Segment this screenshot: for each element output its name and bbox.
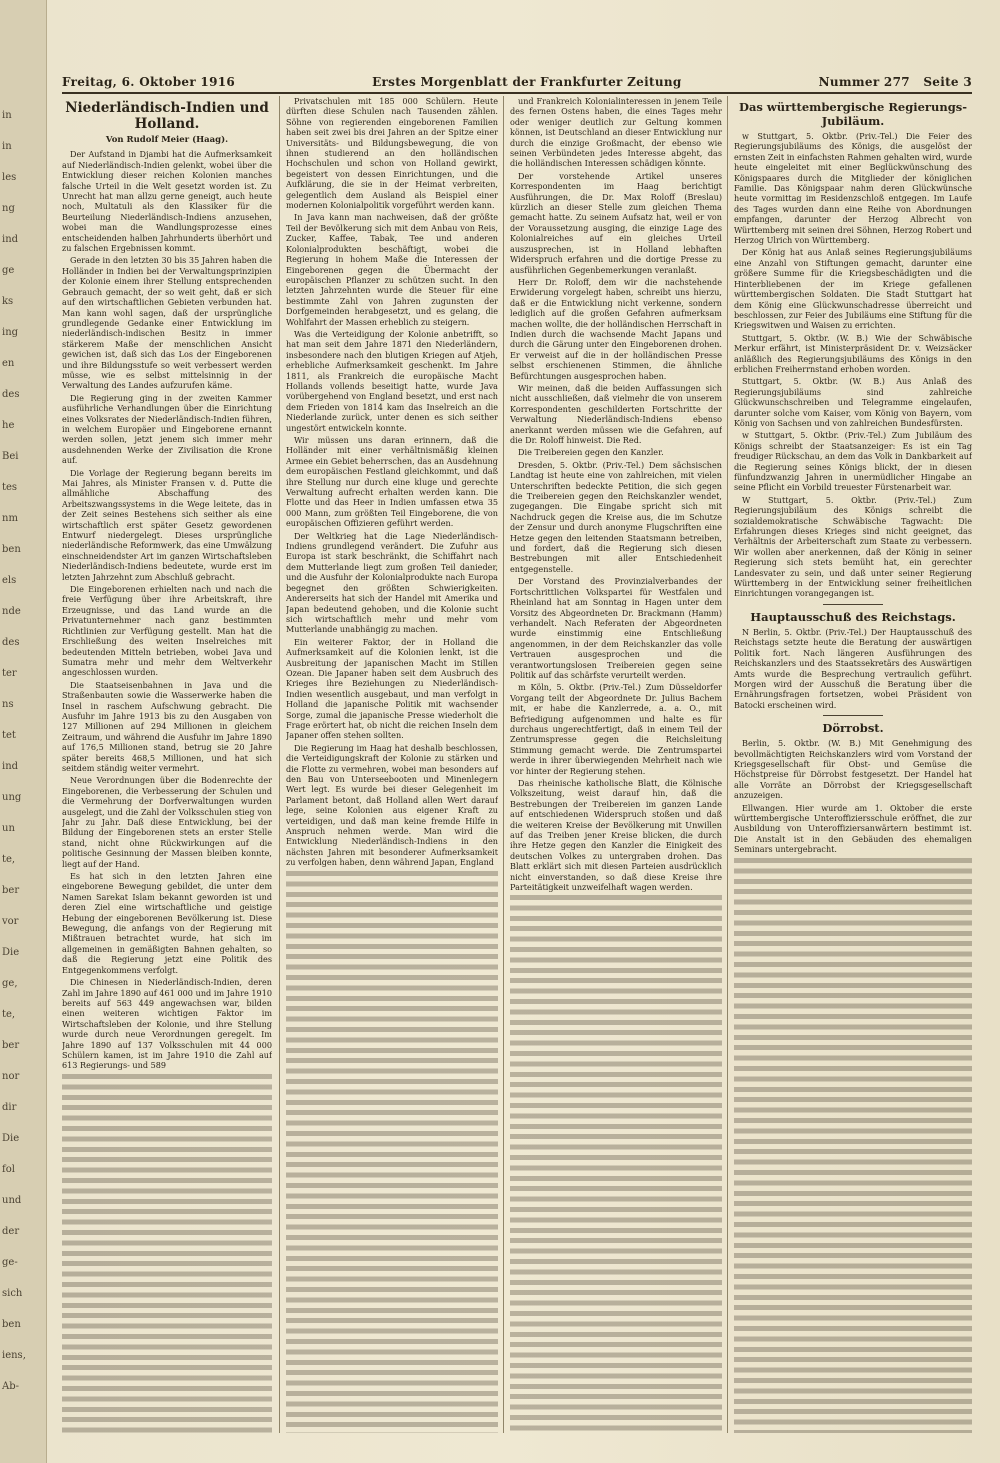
column-4 — [734, 96, 972, 1433]
edge-text-fragment: Ab- — [2, 1381, 20, 1392]
paragraph: Die Staatseisenbahnen in Java und die Straßenbauten sowie die Wasserwerke haben die Insel in raschem Aufschwung gebracht. Die Ausfuhr im Jahre 1913 bis zu den Ausgaben von 127 Millionen auf 294 Millionen in gleichem Zeitraum, und während die Ausfuhr im Jahre 1890 auf 176,5 Millionen stand, betrug sie 20 Jahre später bereits 468,5 Millionen, und hat sich seitdem ständig weiter vermehrt. — [62, 679, 272, 773]
edge-text-fragment: sich — [2, 1288, 23, 1299]
edge-text-fragment: ber — [2, 1040, 20, 1051]
edge-text-fragment: fol — [2, 1164, 15, 1175]
continued-text — [286, 871, 498, 1433]
section-divider — [823, 715, 883, 716]
article-body — [286, 96, 498, 868]
paragraph: Dresden, 5. Oktbr. (Priv.-Tel.) Dem sächsischen Landtag ist heute eine von zahlreichen, mit vielen Unterschriften bedeckte Petition, die sich gegen die Treibereien gegen den Reichskanzler wendet, zugegangen. Die Eingabe spricht sich mit Nachdruck gegen die Kreise aus, die im Schutze der Zensur und durch anonyme Flugschriften eine Hetze gegen den leitenden Staatsmann betreiben, und fordert, daß die Regierung sich diesen Bestrebungen mit aller Entschiedenheit entgegenstelle. — [510, 459, 722, 574]
edge-text-fragment: ing — [2, 327, 19, 338]
edge-text-fragment: tet — [2, 730, 16, 741]
edge-text-fragment: ben — [2, 1319, 21, 1330]
paragraph: Die Regierung ging in der zweiten Kammer ausführliche Verhandlungen über die Einrichtung eines Volksrates der Niederländisch-Indien führen, in welchem Europäer und Eingeborene ernannt werden sollen, jetzt jenem sich immer mehr ausdehnenden Werke der Zivilisation die Krone auf. — [62, 392, 272, 466]
edge-text-fragment: ge, — [2, 978, 18, 989]
paragraph: Die Vorlage der Regierung begann bereits im Mai Jahres, als Minister Fransen v. d. Putte die allmähliche Abschaffung des Arbeitszwangssystems in die Wege leitete, das in der Zeit seines Bestehens sich seither als eine wirtschaftlich erst später Gesetz gewordenen Entwurf niedergelegt. Dieses ursprüngliche niederländische Reformwerk, das eine Umwälzung einschneidendster Art im ganzen Wirtschaftsleben Niederländisch-Indiens bedeutete, wurde erst im letzten Jahrzehnt zum Abschluß gebracht. — [62, 467, 272, 582]
page-header — [62, 74, 972, 90]
paragraph: Der vorstehende Artikel unseres Korrespondenten im Haag berichtigt Ausführungen, die Dr. Max Roloff (Breslau) kürzlich an dieser Stelle zum gleichen Thema gemacht hatte. Zu seinem Aufsatz hat, weil er von der Voraussetzung ausging, die einzige Lage des Kolonialreiches auf ein gleiches Urteil auszusprechen, ist in Holland lebhaften Widerspruch erfahren und die dortige Presse zu ausführlichen Gegenbemerkungen veranlaßt. — [510, 170, 722, 275]
header-page: Seite 3 — [923, 75, 972, 89]
article-byline: Von Rudolf Meier (Haag). — [105, 135, 229, 145]
adjacent-page-edge — [0, 0, 47, 1463]
edge-text-fragment: un — [2, 823, 15, 834]
continued-text — [510, 895, 722, 1433]
paragraph: Was die Verteidigung der Kolonie anbetrifft, so hat man seit dem Jahre 1871 den Niederländern, insbesondere nach den blutigen Kriegen auf Atjeh, erhebliche Aufmerksamkeit geschenkt. Im Jahre 1811, als Frankreich die europäische Macht Hollands vollends beseitigt hatte, wurde Java vorübergehend von England besetzt, und erst nach dem Frieden von 1814 kam das Inselreich an die Niederlande zurück, unter denen es sich seither ungestört entwickeln konnte. — [286, 328, 498, 433]
edge-text-fragment: in — [2, 141, 12, 152]
header-number-page — [819, 75, 972, 89]
edge-text-fragment: ber — [2, 885, 20, 896]
paragraph: Die Regierung im Haag hat deshalb beschlossen, die Verteidigungskraft der Kolonie zu stärken und die Flotte zu vermehren, wobei man besonders auf den Bau von Unterseebooten und Minenlegern Wert legt. Es wurde bei dieser Gelegenheit im Parlament betont, daß Holland allen Wert darauf lege, seine Kolonien aus eigener Kraft zu verteidigen, und daß man keine fremde Hilfe in Anspruch nehmen werde. Man wird die Entwicklung Niederländisch-Indiens in den nächsten Jahren mit besonderer Aufmerksamkeit zu verfolgen haben, denn während Japan, England — [286, 742, 498, 868]
edge-text-fragment: der — [2, 1226, 20, 1237]
edge-text-fragment: ind — [2, 761, 19, 772]
edge-text-fragment: nde — [2, 606, 21, 617]
paragraph: Es hat sich in den letzten Jahren eine eingeborene Bewegung gebildet, die unter dem Namen Sarekat Islam bekannt geworden ist und deren Ziel eine wirtschaftliche und geistige Hebung der eingeborenen Bevölkerung ist. Diese Bewegung, die anfangs von der Regierung mit Mißtrauen betrachtet wurde, hat sich im allgemeinen in gemäßigten Bahnen gehalten, so daß die Regierung jetzt eine Politik des Entgegenkommens verfolgt. — [62, 871, 272, 975]
article-body — [734, 738, 972, 854]
column-1 — [62, 96, 272, 1433]
edge-text-fragment: nor — [2, 1071, 20, 1082]
article-headline: Niederländisch-Indien und Holland. — [65, 100, 269, 132]
edge-text-fragment: les — [2, 172, 17, 183]
column-2 — [286, 96, 498, 1433]
paragraph: Das rheinische katholische Blatt, die Kölnische Volkszeitung, weist darauf hin, daß die Bestrebungen der Treibereien im ganzen Lande auf entschiedenen Widerspruch stoßen und daß die weiteren Kreise der Bevölkerung mit Unwillen auf das Treiben jener Kreise blicken, die durch ihre Hetze gegen den Kanzler die Einigkeit des deutschen Volkes zu untergraben drohen. Das Blatt erklärt sich mit diesen Parteien ausdrücklich nicht einverstanden, so daß diese Kreise ihre Parteitätigkeit unzweifelhaft wagen werden. — [510, 778, 722, 893]
paragraph: und Frankreich Kolonialinteressen in jenem Teile des fernen Ostens haben, die eines Tages mehr oder weniger deutlich zur Geltung kommen können, ist Deutschland an dieser Entwicklung nur durch die einzige Großmacht, der ebenso wie seinen Verbündeten jedes Interesse abgeht, das die holländischen Interessen schädigen könnte. — [510, 96, 722, 169]
column-divider — [503, 96, 504, 1433]
edge-text-fragment: Die — [2, 1133, 20, 1144]
edge-text-fragment: te, — [2, 1009, 16, 1020]
edge-text-fragment: und — [2, 1195, 22, 1206]
edge-text-fragment: nm — [2, 513, 18, 524]
article-headline: Hauptausschuß des Reichstags. — [750, 609, 956, 624]
header-edition: Erstes Morgenblatt der Frankfurter Zeitung — [372, 75, 682, 89]
paragraph: Wir meinen, daß die beiden Auffassungen sich nicht ausschließen, daß vielmehr die von unserem Korrespondenten geschilderten Fortschritte der Verwaltung Niederländisch-Indiens ebenso anerkannt werden müssen wie die Gefahren, auf die Dr. Roloff hinweist. Die Red. — [510, 382, 722, 445]
article-body — [510, 96, 722, 892]
header-rule — [62, 92, 972, 94]
edge-text-fragment: iens, — [2, 1350, 26, 1361]
paragraph: W Stuttgart, 5. Oktbr. (Priv.-Tel.) Zum Regierungsjubiläum des Königs schreibt die sozialdemokratische Schwäbische Tagwacht: Die Erfahrungen dieses Krieges sind nicht geeignet, das Verhältnis der Arbeiterschaft zum Staate zu verbessern. Wir wollen aber anerkennen, daß der König in seiner Regierung sich stets bemüht hat, ein gerechter Landesvater zu sein, und daß unter seiner Regierung Württemberg in der Entwicklung seiner freiheitlichen Einrichtungen vorangegangen ist. — [734, 494, 972, 599]
paragraph: w Stuttgart, 5. Oktbr. (Priv.-Tel.) Die Feier des Regierungsjubiläums des Königs, die ausgelöst der ernsten Zeit in einfachsten Rahmen gehalten wird, wurde heute eingeleitet mit einer Beglückwünschung des Königspaares durch die Mitglieder der königlichen Familie. Das Königspaar nahm deren Glückwünsche heute vormittag im Residenzschloß entgegen. Im Laufe des Tages wurden dann eine Reihe von Abordnungen empfangen, darunter der Herzog Albrecht von Württemberg mit seinen drei Söhnen, Herzog Robert und Herzog Ulrich von Württemberg. — [734, 131, 972, 246]
article-body — [734, 131, 972, 599]
edge-text-fragment: ter — [2, 668, 17, 679]
edge-text-fragment: te, — [2, 854, 16, 865]
paragraph: Ellwangen. Hier wurde am 1. Oktober die erste württembergische Unteroffiziersschule eröffnet, die zur Ausbildung von Unteroffiziersanwärtern bestimmt ist. Die Anstalt ist in den Gebäuden des ehemaligen Seminars untergebracht. — [734, 802, 972, 855]
edge-text-fragment: en — [2, 358, 15, 369]
paragraph: Die Treibereien gegen den Kanzler. — [518, 447, 664, 458]
paragraph: Die Eingeborenen erhielten nach und nach die freie Verfügung über ihre Arbeitskraft, ihre Erzeugnisse, und das Land wurde an die Privatunternehmer nach ganz bestimmten Richtlinien zur Verfügung gestellt. Man hat die Erschließung des weiten Inselreiches mit bedeutenden Mitteln betrieben, wobei Java und Sumatra mehr und mehr dem Weltverkehr angeschlossen wurden. — [62, 584, 272, 678]
paragraph: Ein weiterer Faktor, der in Holland die Aufmerksamkeit auf die Kolonien lenkt, ist die Ausbreitung der japanischen Macht im Stillen Ozean. Die Japaner haben seit dem Ausbruch des Krieges ihre Beziehungen zu Niederländisch-Indien wesentlich ausgebaut, und man verfolgt in Holland die japanische Politik mit wachsender Sorge, zumal die japanische Presse wiederholt die Frage erörtert hat, ob nicht die reichen Inseln dem Japaner offen stehen sollten. — [286, 636, 498, 741]
edge-text-fragment: ind — [2, 234, 19, 245]
section-divider — [823, 604, 883, 605]
paragraph: Der Vorstand des Provinzialverbandes der Fortschrittlichen Volkspartei für Westfalen und Rheinland hat am Sonntag in Hagen unter dem Vorsitz des Abgeordneten Dr. Brackmann (Hamm) verhandelt. Nach Referaten der Abgeordneten wurde einstimmig eine Entschließung angenommen, in der dem Reichskanzler das volle Vertrauen ausgesprochen und die verantwortungslosen Treibereien gegen seine Politik auf das schärfste verurteilt werden. — [510, 576, 722, 680]
paragraph: Privatschulen mit 185 000 Schülern. Heute dürften diese Schulen nach Tausenden zählen. Söhne von regierenden eingeborenen Familien haben seit zwei bis drei Jahren an der Spitze einer Universitäts- und Bildungsbewegung, die von ihnen studierend an den holländischen Hochschulen und schon von Holland gewirkt, begeistert von dessen Einrichtungen, und die Aufklärung, die sie in der Heimat verbreiten, gelegentlich dem Ausland als Beispiel einer modernen Kolonialpolitik vorgeführt werden kann. — [286, 96, 498, 211]
edge-text-fragment: tes — [2, 482, 18, 493]
paragraph: Der Weltkrieg hat die Lage Niederländisch-Indiens grundlegend verändert. Die Zufuhr aus Europa ist stark beschränkt, die Schiffahrt nach dem Mutterlande liegt zum großen Teil danieder, und die Ausfuhr der Kolonialprodukte nach Europa begegnet den größten Schwierigkeiten. Andererseits hat sich der Handel mit Amerika und Japan bedeutend gehoben, und die Kolonie sucht sich wirtschaftlich mehr und mehr vom Mutterlande unabhängig zu machen. — [286, 530, 498, 635]
edge-text-fragment: ge- — [2, 1257, 18, 1268]
paragraph: Der Aufstand in Djambi hat die Aufmerksamkeit auf Niederländisch-Indien gelenkt, wobei über die Entwicklung dieser reichen Kolonien manches falsche Urteil in die Welt gesetzt worden ist. Zu Unrecht hat man allzu gerne geneigt, auch heute noch, Multatuli als den Klassiker für die Beurteilung Niederländisch-Indiens anzusehen, wobei man die Wandlungsprozesse eines entscheidenden halben Jahrhunderts überhört und zu falschen Ergebnissen kommt. — [62, 149, 272, 254]
paragraph: Der König hat aus Anlaß seines Regierungsjubiläums eine Anzahl von Stiftungen gemacht, darunter eine größere Summe für die Kriegsbeschädigten und die Hinterbliebenen der im Kriege gefallenen württembergischen Soldaten. Die Stadt Stuttgart hat dem König eine Glückwunschadresse überreicht und beschlossen, zur Feier des Jubiläums eine Stiftung für die Kriegswitwen und Waisen zu errichten. — [734, 247, 972, 331]
paragraph: Herr Dr. Roloff, dem wir die nachstehende Erwiderung vorgelegt haben, schreibt uns hierzu, daß er die Entwicklung nicht verkenne, sondern lediglich auf die großen Gefahren aufmerksam machen wollte, die der holländischen Herrschaft in Indien durch die wachsende Macht Japans und durch die Gärung unter den Eingeborenen drohen. Er verweist auf die in der holländischen Presse selbst erschienenen Stimmen, die ähnliche Befürchtungen ausgesprochen haben. — [510, 276, 722, 381]
paragraph: Stuttgart, 5. Oktbr. (W. B.) Aus Anlaß des Regierungsjubiläums sind zahlreiche Glückwunschschreiben und Telegramme eingelaufen, darunter solche vom Kaiser, vom König von Bayern, vom König von Sachsen und von zahlreichen Bundesfürsten. — [734, 376, 972, 428]
continued-text — [734, 858, 972, 1433]
edge-text-fragment: ks — [2, 296, 14, 307]
column-3 — [510, 96, 722, 1433]
paragraph: Wir müssen uns daran erinnern, daß die Holländer mit einer verhältnismäßig kleinen Armee ein Gebiet beherrschen, das an Ausdehnung dem europäischen Festland gleichkommt, und daß ihre Stellung nur durch eine kluge und gerechte Verwaltung aufrecht erhalten werden kann. Die Flotte und das Heer in Indien umfassen etwa 35 000 Mann, zum größten Teil Eingeborene, die von europäischen Offizieren geführt werden. — [286, 435, 498, 529]
paragraph: Stuttgart, 5. Oktbr. (W. B.) Wie der Schwäbische Merkur erfährt, ist Ministerpräsident Dr. v. Weizsäcker anläßlich des Regierungsjubiläums des Königs in den erblichen Freiherrnstand erhoben worden. — [734, 332, 972, 374]
edge-text-fragment: ng — [2, 203, 15, 214]
edge-text-fragment: ge — [2, 265, 15, 276]
edge-text-fragment: els — [2, 575, 17, 586]
paragraph: Die Chinesen in Niederländisch-Indien, deren Zahl im Jahre 1890 auf 461 000 und im Jahre 1910 bereits auf 563 449 angewachsen war, bilden einen weiteren wichtigen Faktor im Wirtschaftsleben der Kolonie, und ihre Stellung wurde durch neue Verordnungen geregelt. Im Jahre 1890 auf 137 Volksschulen mit 44 000 Schülern kamen, ist im Jahre 1910 die Zahl auf 613 Regierungs- und 589 — [62, 977, 272, 1071]
column-divider — [727, 96, 728, 1433]
edge-text-fragment: ung — [2, 792, 22, 803]
article-body — [734, 627, 972, 710]
edge-text-fragment: des — [2, 637, 20, 648]
edge-text-fragment: ben — [2, 544, 21, 555]
edge-text-fragment: ns — [2, 699, 14, 710]
edge-text-fragment: dir — [2, 1102, 17, 1113]
paragraph: Berlin, 5. Oktbr. (W. B.) Mit Genehmigung des bevollmächtigten Reichskanzlers wird vom Vorstand der Kriegsgesellschaft für Obst- und Gemüse die Höchstpreise für Dörrobst festgesetzt. Der Handel hat alle Vorräte an Dörrobst der Kriegsgesellschaft anzuzeigen. — [734, 738, 972, 801]
edge-text-fragment: Bei — [2, 451, 19, 462]
paragraph: m Köln, 5. Oktbr. (Priv.-Tel.) Zum Düsseldorfer Vorgang teilt der Abgeordnete Dr. Julius Bachem mit, er habe die Kanzlerrede, a. a. O., mit Befriedigung aufgenommen und halte es für durchaus ungerechtfertigt, daß in einem Teil der Zentrumspresse gegen die Reichsleitung Stimmung gemacht werde. Die Zentrumspartei werde in ihrer überwiegenden Mehrheit nach wie vor hinter der Regierung stehen. — [510, 682, 722, 776]
paragraph: w Stuttgart, 5. Oktbr. (Priv.-Tel.) Zum Jubiläum des Königs schreibt der Staatsanzeiger: Es ist ein Tag freudiger Rückschau, an dem das Volk in Dankbarkeit auf die Regierung seines Königs blickt, der in diesen fünfundzwanzig Jahren in unermüdlicher Hingabe an seine Pflicht ein Vorbild treuester Fürstenarbeit war. — [734, 430, 972, 493]
continued-text — [62, 1074, 272, 1433]
edge-text-fragment: in — [2, 110, 12, 121]
paragraph: In Java kann man nachweisen, daß der größte Teil der Bevölkerung sich mit dem Anbau von Reis, Zucker, Kaffee, Tabak, Tee und anderen Kolonialprodukten beschäftigt, wobei die Regierung in hohem Maße die Interessen der Eingeborenen gegen die Übermacht der europäischen Pflanzer zu schützen sucht. In den letzten Jahrzehnten wurde die Steuer für eine bestimmte Zahl von Jahren zugunsten der Dorfgemeinden herabgesetzt, und es gelang, die Wohlfahrt der Massen erheblich zu steigern. — [286, 212, 498, 327]
paragraph: Neue Verordnungen über die Bodenrechte der Eingeborenen, die Verbesserung der Schulen und die Vermehrung der Dorfverwaltungen wurden ausgelegt, und die Zahl der Volksschulen stieg von Jahr zu Jahr. Daß diese Entwicklung, bei der Bildung der Eingeborenen stets an erster Stelle stand, nicht ohne Rückwirkungen auf die politische Gesinnung der Massen bleiben konnte, liegt auf der Hand. — [62, 775, 272, 869]
paragraph: Gerade in den letzten 30 bis 35 Jahren haben die Holländer in Indien bei der Verwaltungsprinzipien der Kolonie einem ihrer Stellung entsprechenden Gebrauch gemacht, der so weit geht, daß er sich auf den wirtschaftlichen Gebieten verbunden hat. Man kann wohl sagen, daß der ursprüngliche grundlegende Gedanke einer Entwicklung im niederländisch-indischen Besitz in immer stärkerem Maße der menschlichen Ansicht gewichen ist, daß sich das Los der Eingeborenen und ihre Bildungsstufe so weit verbessert werden müsse, wie es selbst mittelsinnig in der Verwaltung des Landes aufzurufen käme. — [62, 255, 272, 391]
header-date: Freitag, 6. Oktober 1916 — [62, 75, 236, 89]
article-headline: Das württembergische Regierungs-Jubiläum. — [739, 100, 967, 128]
edge-text-fragment: he — [2, 420, 15, 431]
column-divider — [279, 96, 280, 1433]
paragraph: N Berlin, 5. Oktbr. (Priv.-Tel.) Der Hauptausschuß des Reichstags setzte heute die Beratung der auswärtigen Politik fort. Nach längeren Ausführungen des Reichskanzlers und des Staatssekretärs des Auswärtigen Amts wurde die Besprechung vertraulich geführt. Morgen wird der Ausschuß die Beratung über die Ernährungsfragen fortsetzen, wobei Präsident von Batocki erscheinen wird. — [734, 626, 972, 710]
edge-text-fragment: vor — [2, 916, 19, 927]
edge-text-fragment: Die — [2, 947, 20, 958]
article-headline: Dörrobst. — [822, 721, 884, 736]
header-number: Nummer 277 — [818, 75, 910, 89]
article-body — [62, 149, 272, 1070]
edge-text-fragment: des — [2, 389, 20, 400]
